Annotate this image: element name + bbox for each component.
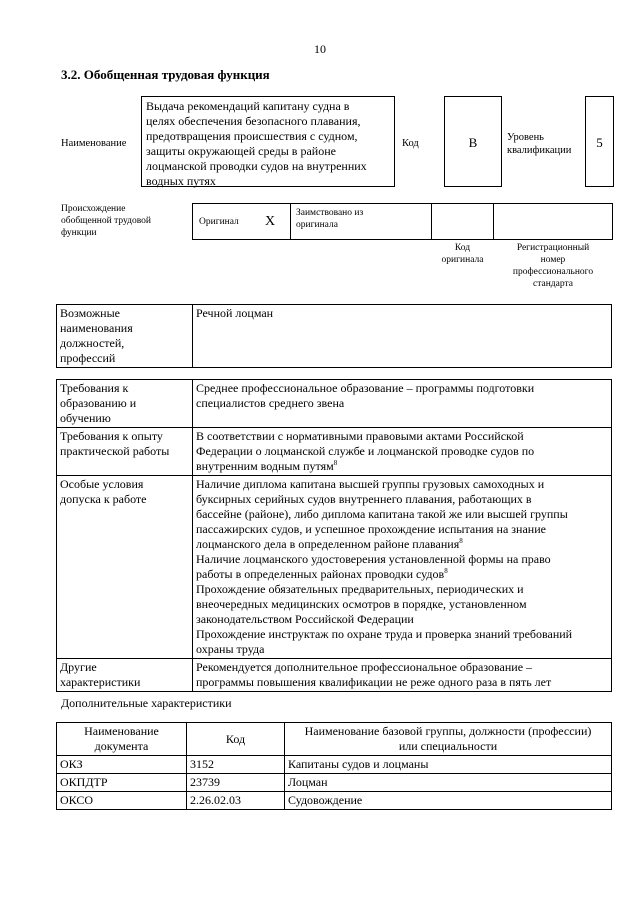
code-caption: [431, 242, 494, 266]
origin-label-line: функции: [61, 228, 97, 238]
original-code-cell: [431, 203, 494, 240]
original-label: Оригинал: [199, 217, 239, 227]
special-line: внеочередных медицинских осмотров в порядке, установленном: [196, 597, 527, 611]
additional-table: [56, 722, 612, 810]
experience-label-line: практической работы: [60, 444, 170, 458]
experience-label-line: Требования к опыту: [60, 429, 163, 443]
origin-label-line: обобщенной трудовой: [61, 216, 151, 226]
function-name-line: лоцманской проводки судов на внутренних: [146, 159, 367, 173]
requirements-table: [56, 379, 612, 692]
special-line: Прохождение обязательных предварительных, периодических и: [196, 582, 524, 596]
level-value: 5: [585, 96, 614, 187]
other-label-line: Другие: [60, 660, 97, 674]
table-row: [57, 792, 612, 810]
reg-caption: [493, 242, 613, 290]
function-name-line: водных путях: [146, 174, 216, 188]
special-label-line: допуска к работе: [60, 492, 147, 506]
code-caption-line: Код: [454, 243, 471, 253]
special-line: буксирных серийных судов внутреннего плавания, работающих в: [196, 492, 532, 506]
reg-caption-line: Регистрационный: [516, 243, 590, 253]
doc-cell: ОКСО: [57, 792, 187, 810]
positions-label-line: наименования: [60, 321, 133, 335]
positions-value: Речной лоцман: [193, 305, 612, 368]
special-line: законодательством Российской Федерации: [196, 612, 414, 626]
col-code-header: Код: [187, 723, 285, 756]
code-cell: 2.26.02.03: [187, 792, 285, 810]
origin-label-line: Происхождение: [61, 204, 126, 214]
education-label-line: Требования к: [60, 381, 129, 395]
special-line: лоцманского дела в определенном районе плавания: [196, 537, 460, 551]
additional-title: Дополнительные характеристики: [61, 696, 232, 710]
table-row: [57, 774, 612, 792]
experience-line: Федерации о лоцманской службе и лоцманской проводке судов по: [196, 444, 535, 458]
positions-label: [57, 305, 193, 368]
section-title: 3.2. Обобщенная трудовая функция: [61, 67, 270, 82]
positions-label-line: профессий: [60, 351, 116, 365]
education-value: [193, 380, 612, 428]
other-label-line: характеристики: [60, 675, 141, 689]
name-cell: Лоцман: [285, 774, 612, 792]
col-doc-header: [57, 723, 187, 756]
function-name-line: Выдача рекомендаций капитану судна в: [146, 99, 350, 113]
code-cell: 3152: [187, 756, 285, 774]
reg-caption-line: профессионального: [512, 267, 594, 277]
positions-label-line: должностей,: [60, 336, 125, 350]
code-caption-line: оригинала: [441, 255, 484, 265]
positions-label-line: Возможные: [60, 306, 120, 320]
special-label-line: Особые условия: [60, 477, 144, 491]
col-doc-header-line: Наименование: [84, 724, 159, 738]
special-line: Наличие диплома капитана высшей группы грузовых самоходных и: [196, 477, 545, 491]
name-cell: Капитаны судов и лоцманы: [285, 756, 612, 774]
name-label: Наименование: [61, 138, 127, 149]
education-label: [57, 380, 193, 428]
special-label: [57, 476, 193, 659]
level-label-line: квалификации: [507, 145, 572, 156]
experience-label: [57, 428, 193, 476]
special-line: Прохождение инструктаж по охране труда и проверка знаний требований: [196, 627, 573, 641]
other-line: Рекомендуется дополнительное профессиональное образование –: [196, 660, 533, 674]
footnote-ref: 8: [333, 459, 338, 467]
code-value: B: [444, 96, 502, 187]
code-label: Код: [402, 138, 419, 149]
page-number: 10: [314, 42, 326, 56]
reg-number-cell: [493, 203, 613, 240]
experience-line: В соответствии с нормативными правовыми актами Российской: [196, 429, 524, 443]
special-line: Наличие лоцманского удостоверения установленной формы на право: [196, 552, 551, 566]
col-name-header: [285, 723, 612, 756]
experience-value: [193, 428, 612, 476]
reg-caption-line: стандарта: [533, 279, 573, 289]
special-line: работы в определенных районах проводки судов: [196, 567, 445, 581]
origin-table: [192, 203, 613, 240]
doc-cell: ОКЗ: [57, 756, 187, 774]
origin-label: [61, 203, 151, 239]
footnote-ref: 8: [444, 567, 448, 575]
level-label-line: Уровень: [507, 132, 544, 143]
function-name-line: защиты окружающей среды в районе: [146, 144, 336, 158]
level-label: [507, 131, 571, 157]
name-cell: Судовождение: [285, 792, 612, 810]
other-line: программы повышения квалификации не реже одного раза в пять лет: [196, 675, 552, 689]
special-line: бассейне (районе), либо диплома капитана такой же или высшей группы: [196, 507, 568, 521]
function-name-box: [141, 96, 395, 187]
table-row: [57, 756, 612, 774]
education-line: специалистов среднего звена: [196, 396, 345, 410]
code-cell: 23739: [187, 774, 285, 792]
positions-table: [56, 304, 612, 368]
other-label: [57, 659, 193, 692]
special-line: охраны труда: [196, 642, 265, 656]
reg-caption-line: номер: [540, 255, 566, 265]
function-name-line: предотвращения происшествия с судном,: [146, 129, 358, 143]
original-cell: [192, 203, 291, 240]
borrowed-label-line: Заимствовано из: [296, 208, 364, 218]
original-mark: X: [265, 214, 276, 229]
col-name-header-line: Наименование базовой группы, должности (профессии): [304, 724, 592, 738]
col-name-header-line: или специальности: [398, 739, 498, 753]
function-name-line: целях обеспечения безопасного плавания,: [146, 114, 361, 128]
col-doc-header-line: документа: [94, 739, 149, 753]
education-label-line: образованию и: [60, 396, 137, 410]
borrowed-label-line: оригинала: [296, 220, 338, 230]
footnote-ref: 8: [459, 537, 463, 545]
borrowed-cell: [290, 203, 432, 240]
education-line: Среднее профессиональное образование – программы подготовки: [196, 381, 535, 395]
other-value: [193, 659, 612, 692]
doc-cell: ОКПДТР: [57, 774, 187, 792]
special-value: [193, 476, 612, 659]
special-line: пассажирских судов, и успешное прохождение испытания на знание: [196, 522, 546, 536]
education-label-line: обучению: [60, 411, 111, 425]
experience-line: внутренним водным путям: [196, 459, 334, 473]
